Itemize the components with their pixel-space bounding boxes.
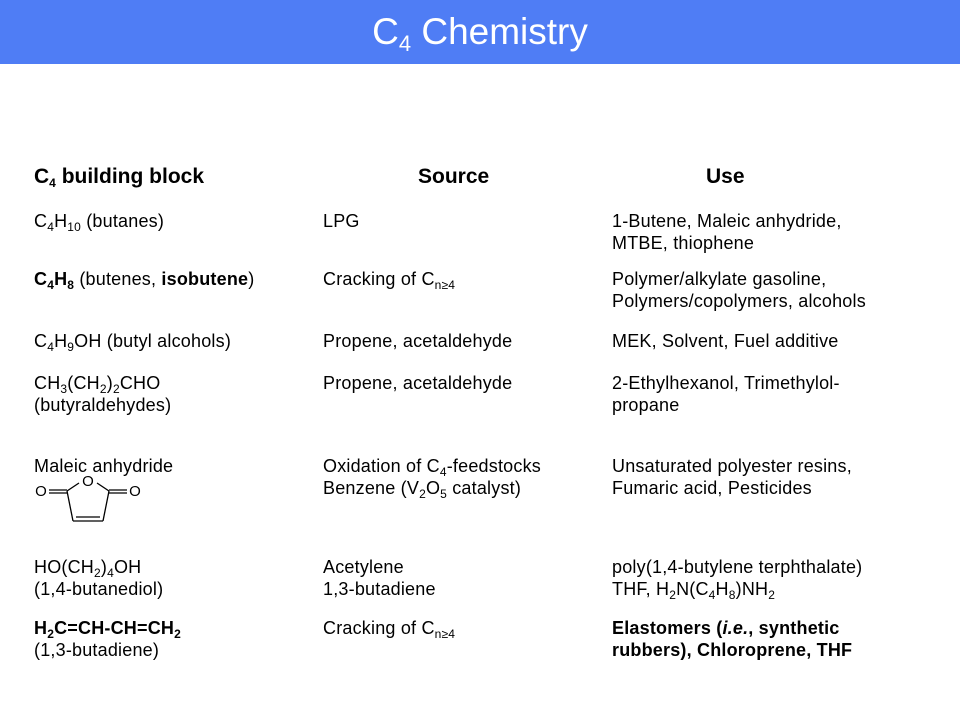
cell-maleic-use-line2: Fumaric acid, Pesticides xyxy=(612,478,812,498)
cell-butyraldehydes-use-line2: propane xyxy=(612,395,680,415)
cell-butyraldehydes-formula: $CH_3(CH_2)_2CHO$ xyxy=(34,373,161,396)
cell-butadiene-source: Cracking of $C_{n\ge 4}$ xyxy=(323,618,456,641)
cell-butanediol-formula: $HO(CH_2)_4OH$ xyxy=(34,557,142,580)
cell-butanediol-source-line1: Acetylene xyxy=(323,557,404,577)
cell-butanes-use-line1: 1-Butene, Maleic anhydride, xyxy=(612,211,842,231)
cell-maleic-use-line1: Unsaturated polyester resins, xyxy=(612,456,852,476)
cell-butanediol-source-line2: 1,3-butadiene xyxy=(323,579,436,599)
header-use: Use xyxy=(706,165,745,188)
header-source: Source xyxy=(418,165,490,188)
cell-butanes-use-line2: MTBE, thiophene xyxy=(612,233,755,253)
cell-butadiene-use-line2: rubbers), Chloroprene, THF xyxy=(612,640,853,660)
cell-maleic-source-line2: Benzene ($V_2O_5$ catalyst) xyxy=(323,478,522,501)
atom-o-left: O xyxy=(35,483,47,500)
cell-butanediol-use-line1: poly(1,4-butylene terphthalate) xyxy=(612,557,863,577)
cell-butanediol-use-line2: THF, $H_2N(C_4H_8)NH_2$ xyxy=(612,579,776,602)
cell-butanediol-name: (1,4-butanediol) xyxy=(34,579,164,599)
cell-butenes-formula: $C_4H_8$ (butenes, isobutene) xyxy=(34,269,255,292)
cell-maleic-source-line1: Oxidation of $C_4$-feedstocks xyxy=(323,456,541,479)
cell-butadiene-use-line1: Elastomers (i.e., synthetic xyxy=(612,618,840,638)
header-building-block: $C_4$ building block xyxy=(34,165,205,190)
cell-butanes-formula: $C_4H_{10}$ (butanes) xyxy=(34,211,165,234)
cell-butyraldehydes-name: (butyraldehydes) xyxy=(34,395,172,415)
atom-o-ring: O xyxy=(82,474,94,490)
slide-title: $C_4$ Chemistry xyxy=(372,11,588,56)
cell-butyl-use: MEK, Solvent, Fuel additive xyxy=(612,331,839,351)
cell-butenes-use-line2: Polymers/copolymers, alcohols xyxy=(612,291,866,311)
cell-butenes-source: Cracking of $C_{n\ge 4}$ xyxy=(323,269,456,292)
cell-butadiene-formula: $H_2C=CH-CH=CH_2$ xyxy=(34,618,181,641)
cell-butyl-formula: $C_4H_9OH$ (butyl alcohols) xyxy=(34,331,232,354)
maleic-anhydride-structure xyxy=(28,474,148,532)
cell-butyraldehydes-source: Propene, acetaldehyde xyxy=(323,373,513,393)
atom-o-right: O xyxy=(129,483,141,500)
title-bar xyxy=(0,0,960,64)
cell-maleic-name: Maleic anhydride xyxy=(34,456,174,476)
cell-butyraldehydes-use-line1: 2-Ethylhexanol, Trimethylol- xyxy=(612,373,840,393)
cell-butanes-source: LPG xyxy=(323,211,360,231)
cell-butadiene-name: (1,3-butadiene) xyxy=(34,640,160,660)
cell-butyl-source: Propene, acetaldehyde xyxy=(323,331,513,351)
cell-butenes-use-line1: Polymer/alkylate gasoline, xyxy=(612,269,827,289)
